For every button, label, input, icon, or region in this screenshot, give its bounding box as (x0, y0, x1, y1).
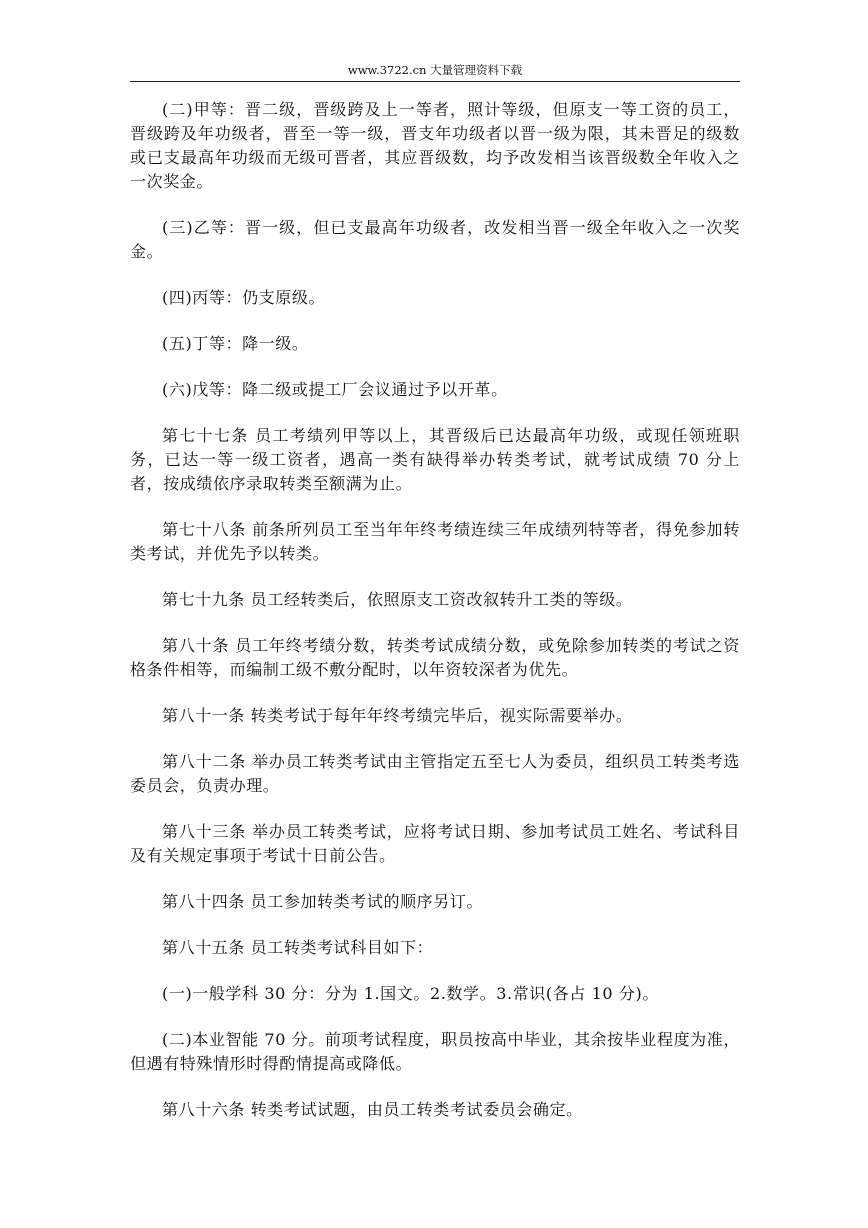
header-tagline: 大量管理资料下载 (430, 63, 523, 77)
article-80: 第八十条 员工年终考绩分数，转类考试成绩分数，或免除参加转类的考试之资格条件相等，而编制工级不敷分配时，以年资较深者为优先。 (130, 636, 740, 679)
paragraph-grade-d: (五)丁等：降一级。 (162, 334, 309, 353)
article-78: 第七十八条 前条所列员工至当年年终考绩连续三年成绩列特等者，得免参加转类考试，并优先予以转类。 (130, 520, 740, 563)
article-84: 第八十四条 员工参加转类考试的顺序另订。 (162, 892, 484, 911)
page-header (130, 62, 740, 78)
article-82: 第八十二条 举办员工转类考试由主管指定五至七人为委员，组织员工转类考选委员会，负责办理。 (130, 752, 740, 795)
paragraph-grade-a: (二)甲等：晋二级，晋级跨及上一等者，照计等级，但原支一等工资的员工，晋级跨及年功级者，晋至一等一级，晋支年功级者以晋一级为限，其未晋足的级数或已支最高年功级而无级可晋者，其应晋级数，均予改发相当该晋级数全年收入之一次奖金。 (130, 100, 740, 191)
paragraph-grade-b: (三)乙等：晋一级，但已支最高年功级者，改发相当晋一级全年收入之一次奖金。 (130, 218, 740, 261)
paragraph-grade-e: (六)戊等：降二级或提工厂会议通过予以开革。 (162, 380, 508, 399)
article-85-item-2: (二)本业智能 70 分。前项考试程度，职员按高中毕业，其余按毕业程度为准，但遇有特殊情形时得酌情提高或降低。 (130, 1030, 740, 1073)
header-rule (130, 81, 740, 82)
article-86: 第八十六条 转类考试试题，由员工转类考试委员会确定。 (162, 1100, 583, 1119)
article-79: 第七十九条 员工经转类后，依照原支工资改叙转升工类的等级。 (162, 590, 633, 609)
paragraph-grade-c: (四)丙等：仍支原级。 (162, 288, 326, 307)
article-81: 第八十一条 转类考试于每年年终考绩完毕后，视实际需要举办。 (162, 706, 633, 725)
header-site: www.3722.cn (347, 63, 427, 77)
article-85-item-1: (一)一般学科 30 分：分为 1.国文。2.数学。3.常识(各占 10 分)。 (162, 984, 659, 1003)
document-body (130, 98, 740, 1144)
article-77: 第七十七条 员工考绩列甲等以上，其晋级后已达最高年功级，或现任领班职务，已达一等一级工资者，遇高一类有缺得举办转类考试，就考试成绩 70 分上者，按成绩依序录取转类至额满为止。 (130, 426, 740, 493)
article-85: 第八十五条 员工转类考试科目如下： (162, 938, 434, 957)
article-83: 第八十三条 举办员工转类考试，应将考试日期、参加考试员工姓名、考试科目及有关规定事项于考试十日前公告。 (130, 822, 740, 865)
